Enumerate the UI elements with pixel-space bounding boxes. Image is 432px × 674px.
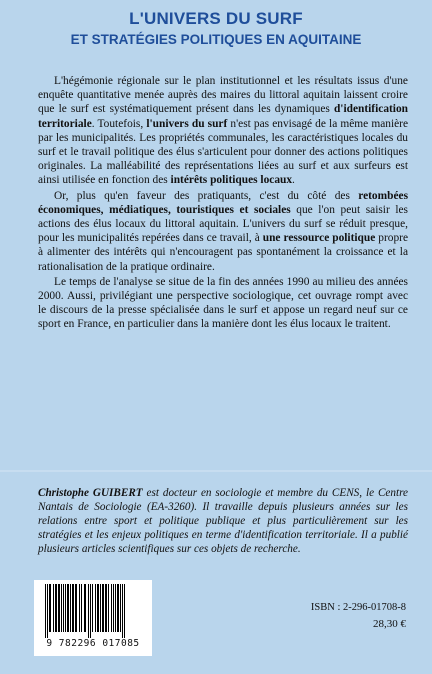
section-divider bbox=[0, 470, 432, 472]
barcode bbox=[34, 580, 152, 656]
author-name: Christophe GUIBERT bbox=[38, 487, 143, 499]
book-title: L'UNIVERS DU SURF bbox=[129, 9, 303, 28]
barcode-number: 9 782296 017085 bbox=[46, 638, 140, 649]
summary-paragraph-2: Or, plus qu'en faveur des pratiquants, c'est du côté des retombées économiques, médiatiques, touristiques et sociales que l'on peut saisir les actions des élus locaux du littoral aquitain. L'univers du surf se réduit presque, pour les municipalités repérées dans ce travail, à une ressource politique propre à alimenter des intérêts qui n'encouragent pas spontanément la croissance et la rationalisation de la pratique ordinaire. bbox=[38, 189, 409, 273]
summary-paragraph-1: L'hégémonie régionale sur le plan institutionnel et les résultats issus d'une enquête quantitative menée auprès des maires du littoral aquitain laissent croire que le surf est systématiquement présent dans les dynamiques d'identification territoriale. Toutefois, l'univers du surf n'est pas envisagé de la même manière par les municipalités. Les propriétés communales, les caractéristiques locales du surf et le travail politique des élus s'articulent pour donner des actions politiques originales. La malléabilité des représentations liées au surf et aux surfeurs est ainsi utilisée en fonction des intérêts politiques locaux. bbox=[38, 75, 409, 187]
book-subtitle: ET STRATÉGIES POLITIQUES EN AQUITAINE bbox=[70, 32, 362, 47]
barcode-icon bbox=[44, 584, 142, 638]
summary-text bbox=[38, 74, 408, 332]
price: 28,30 € bbox=[373, 618, 406, 630]
summary-paragraph-3: Le temps de l'analyse se situe de la fin des années 1990 au milieu des années 2000. Aussi, privilégiant une perspective sociologique, cet ouvrage rompt avec le discours de la presse spécialisée dans le surf et appose un regard neuf sur ce sport en France, en particulier dans la manière dont les élus locaux le traitent. bbox=[38, 275, 408, 331]
isbn: ISBN : 2-296-01708-8 bbox=[310, 602, 406, 613]
title-block bbox=[0, 8, 432, 50]
author-bio-text: est docteur en sociologie et membre du CENS, le Centre Nantais de Sociologie (EA-3260). Il travaille depuis plusieurs années sur les relations entre sport et politique publique et plus particulièrement sur les stratégies et les enjeux politiques en terme d'identification territoriale. Il a publié plusieurs articles scientifiques sur ces objets de recherche. bbox=[38, 487, 408, 555]
author-bio bbox=[38, 486, 408, 556]
